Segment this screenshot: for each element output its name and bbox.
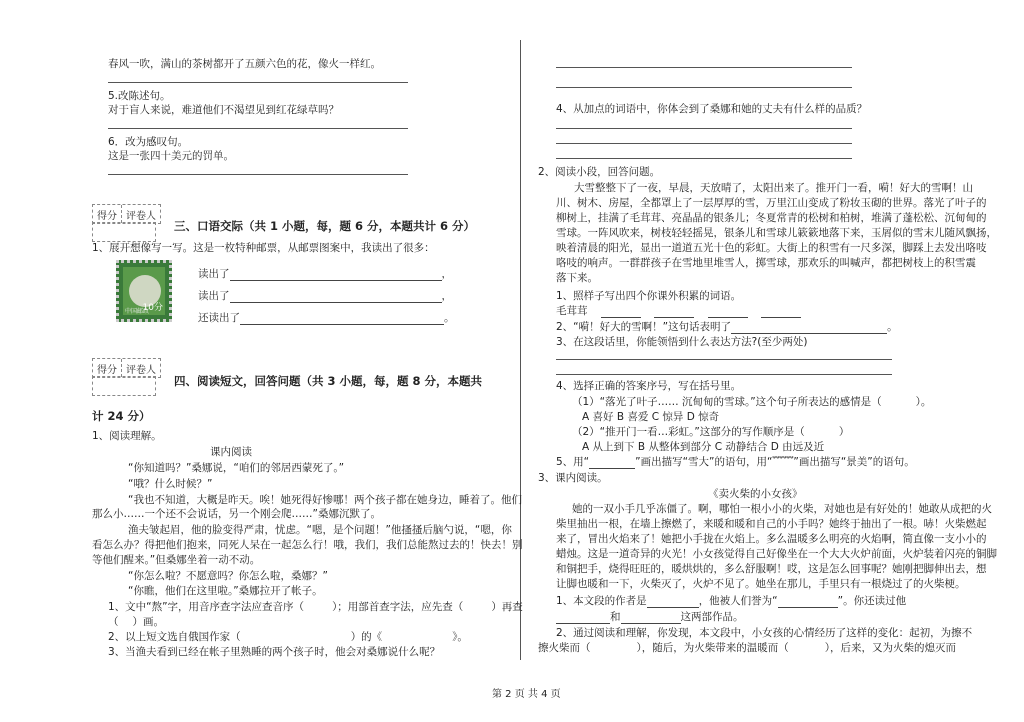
sub-question-1: 1、照样子写出四个你课外积累的词语。 xyxy=(556,290,742,302)
section-4-title: 四、阅读短文，回答问题（共 3 小题，每，题 8 分，本题共 xyxy=(174,374,483,388)
sub-question-2: 2、“嗬！好大的雪啊！”这句话表明了 。 xyxy=(556,321,898,333)
passage-line: “你瞧，他们在这里啦。”桑娜拉开了帐子。 xyxy=(128,585,323,597)
answer-line[interactable] xyxy=(556,374,892,375)
passage-subtitle: 课内阅读 xyxy=(210,446,252,458)
task-5: 5.改陈述句。 xyxy=(108,90,171,102)
match-line: 让脚也暖和一下，火柴灭了，火炉不见了。她坐在那儿，手里只有一根烧过了的火柴梗。 xyxy=(556,578,966,590)
underline-sample xyxy=(589,457,635,469)
score-label: 得分 xyxy=(93,359,122,377)
task-6: 6．改为感叹句。 xyxy=(108,136,189,148)
answer-2: 2、以上短文选自俄国作家（ ）的《 》。 xyxy=(108,631,468,643)
match-line: 和铜把手，烧得旺旺的，暖烘烘的，多么舒服啊！哎，这是怎么回事呢？她刚把脚伸出去，想 xyxy=(556,563,987,575)
snow-line: 柳树上，挂满了毛茸茸、亮晶晶的银条儿；冬夏常青的松树和柏树，堆满了蓬松松、沉甸甸的 xyxy=(556,212,987,224)
reading-question-3: 3、课内阅读。 xyxy=(538,472,608,484)
snow-line: 映着清晨的阳光，显出一道道五光十色的彩虹。大街上的积雪有一尺多深，脚踩上去发出咯吱 xyxy=(556,242,987,254)
answer-line[interactable] xyxy=(108,128,408,129)
grader-label: 评卷人 xyxy=(126,211,156,222)
passage-line: 看怎么办？得把他们抱来，同死人呆在一起怎么行！哦，我们，我们总能熬过去的！快去！别 xyxy=(92,539,523,551)
c-question-2: 2、通过阅读和理解，你发现，本文段中，小女孩的心情经历了这样的变化：起初，为擦不 xyxy=(556,627,973,639)
answer-blank[interactable] xyxy=(230,291,442,303)
match-line: 柴里抽出一根，在墙上擦燃了，来暖和暖和自己的小手吗？她终于抽出了一根。哧！火柴燃起 xyxy=(556,518,987,530)
match-line: 来了，冒出火焰来了！她把小手拢在火焰上。多么温暖多么明亮的火焰啊，简直像一支小小的 xyxy=(556,533,987,545)
answer-1-cont: （ ）画。 xyxy=(108,616,164,628)
example-word: 毛茸茸 xyxy=(556,305,801,318)
oral-question-1: 1、展开想像写一写。这是一枚特种邮票，从邮票图案中，我读出了很多： xyxy=(92,242,435,254)
choices-4-1: A 喜好 B 喜爱 C 惊异 D 惊奇 xyxy=(582,411,720,423)
answer-blank[interactable] xyxy=(621,612,681,624)
sentence-spring: 春风一吹，满山的茶树都开了五颜六色的花，像火一样红。 xyxy=(108,58,381,70)
score-box xyxy=(92,358,161,378)
column-divider xyxy=(520,40,521,660)
sub-question-5: 5、用“ ”画出描写“雪大”的语句，用“﹌﹌”画出描写“景美”的语句。 xyxy=(556,456,915,468)
read-out-3: 还读出了 。 xyxy=(198,312,455,324)
passage-line: “哦？什么时候？” xyxy=(128,478,213,490)
c-question-1: 1、本文段的作者是 ，他被人们誉为“ ”。你还读过他 xyxy=(556,595,907,607)
reading-question-2: 2、阅读小段，回答问题。 xyxy=(538,166,661,178)
answer-line[interactable] xyxy=(556,158,852,159)
passage-line: “你怎么啦？不愿意吗？你怎么啦，桑娜？” xyxy=(128,570,328,582)
answer-line[interactable] xyxy=(556,67,852,68)
sub-question-4-1: （1）“落光了叶子…… 沉甸甸的雪球。”这个句子所表达的感情是（ ）。 xyxy=(572,396,932,408)
c-question-2-cont: 擦火柴而（ ），随后，为火柴带来的温暖而（ ），后来，又为火柴的熄灭而 xyxy=(538,642,956,654)
grader-label: 评卷人 xyxy=(126,365,156,376)
answer-line[interactable] xyxy=(108,174,408,175)
sub-question-3: 3、在这段话里，你能领悟到什么表达方法?(至少两处) xyxy=(556,336,808,348)
section-3-title: 三、口语交际（共 1 小题，每，题 6 分，本题共计 6 分） xyxy=(174,219,476,233)
match-line: 蜡烛。这是一道奇异的火光！小女孩觉得自己好像坐在一个大大火炉前面，火炉装着闪亮的铜脚 xyxy=(556,548,997,560)
sub-question-4-2: （2）“推开门一看…彩虹。”这部分的写作顺序是（ ） xyxy=(572,426,850,438)
answer-line[interactable] xyxy=(108,82,408,83)
passage-line: 等他们醒来。”但桑娜坐着一动不动。 xyxy=(92,554,261,566)
answer-blank[interactable] xyxy=(761,306,801,318)
answer-blank[interactable] xyxy=(731,322,887,334)
answer-line[interactable] xyxy=(556,128,852,129)
answer-blank[interactable] xyxy=(647,596,699,608)
score-blank[interactable] xyxy=(92,376,156,396)
match-line: 她的一双小手几乎冻僵了。啊，哪怕一根小小的火柴，对她也是有好处的！她敢从成把的火 xyxy=(572,503,992,515)
passage-line: 渔夫皱起眉，他的脸变得严肃，忧虑。“嗯，是个问题！”他搔搔后脑勺说，“嗯，你 xyxy=(128,524,512,536)
answer-3: 3、当渔夫看到已经在帐子里熟睡的两个孩子时，他会对桑娜说什么呢？ xyxy=(108,646,441,658)
snow-line: 咯吱的响声。一群群孩子在雪地里堆雪人，掷雪球，那欢乐的叫喊声，都把树枝上的积雪震 xyxy=(556,257,976,269)
sentence-blind: 对于盲人来说，难道他们不渴望见到红花绿草吗？ xyxy=(108,104,339,116)
answer-blank[interactable] xyxy=(601,306,641,318)
score-blank[interactable] xyxy=(92,222,156,242)
answer-line[interactable] xyxy=(556,87,852,88)
section-4-title-cont: 计 24 分） xyxy=(92,409,151,423)
stamp-image: 10分 中国邮政 xyxy=(116,260,172,322)
read-out-1: 读出了 ， xyxy=(198,268,452,280)
choices-4-2: A 从上到下 B 从整体到部分 C 动静结合 D 由远及近 xyxy=(582,441,825,453)
page-footer: 第 2 页 共 4 页 xyxy=(492,689,561,700)
passage-title: 《卖火柴的小女孩》 xyxy=(708,488,803,500)
answer-blank[interactable] xyxy=(708,306,748,318)
answer-line[interactable] xyxy=(556,143,852,144)
snow-line: 川、树木、房屋，全都罩上了一层厚厚的雪，万里江山变成了粉妆玉砌的世界。落光了叶子的 xyxy=(556,197,987,209)
sentence-ticket: 这是一张四十美元的罚单。 xyxy=(108,150,234,162)
answer-blank[interactable] xyxy=(654,306,694,318)
reading-question-1: 1、阅读理解。 xyxy=(92,430,162,442)
answer-blank[interactable] xyxy=(230,269,442,281)
question-4: 4、从加点的词语中，你体会到了桑娜和她的丈夫有什么样的品质？ xyxy=(556,103,868,115)
snow-line: 大雪整整下了一夜，早晨，天放晴了，太阳出来了。推开门一看，嗬！好大的雪啊！山 xyxy=(574,182,973,194)
answer-blank[interactable] xyxy=(556,612,610,624)
passage-line: “你知道吗？”桑娜说，“咱们的邻居西蒙死了。” xyxy=(128,462,345,474)
passage-line: “我也不知道，大概是昨天。唉！她死得好惨哪！两个孩子都在她身边，睡着了。他们 xyxy=(128,494,522,506)
score-box xyxy=(92,204,161,224)
read-out-2: 读出了 ， xyxy=(198,290,452,302)
snow-line: 雪球。一阵风吹来，树枝轻轻摇晃，银条儿和雪球儿簌簌地落下来，玉屑似的雪末儿随风飘扬， xyxy=(556,227,997,239)
answer-1: 1、文中“熬”字，用音序查字法应查音序（ ）；用部首查字法，应先查（ ）再查 xyxy=(108,601,523,613)
passage-line: 那么小……一个还不会说话，另一个刚会爬……”桑娜沉默了。 xyxy=(92,508,381,520)
snow-line: 落下来。 xyxy=(556,272,598,284)
answer-line[interactable] xyxy=(556,359,892,360)
c-question-1-cont: 和 这两部作品。 xyxy=(556,611,744,624)
answer-blank[interactable] xyxy=(240,313,444,325)
score-label: 得分 xyxy=(93,205,122,223)
sub-question-4: 4、选择正确的答案序号，写在括号里。 xyxy=(556,380,742,392)
answer-blank[interactable] xyxy=(778,596,838,608)
